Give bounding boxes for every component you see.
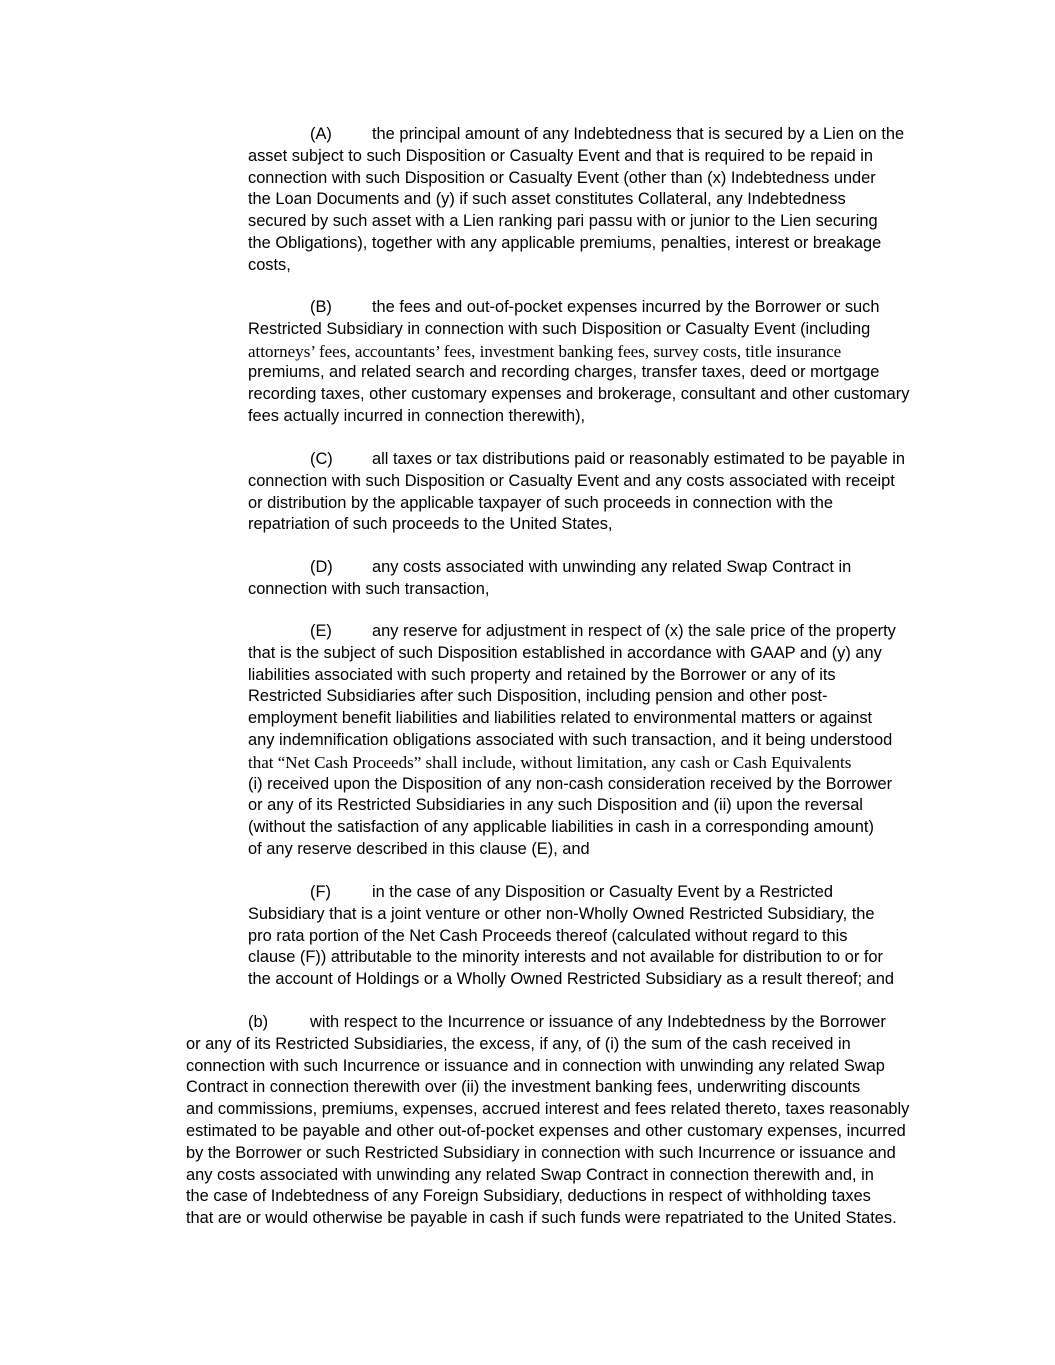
clause-label: (E) xyxy=(310,622,332,640)
clause-line: liabilities associated with such property and retained by the Borrower or any of its xyxy=(248,665,836,684)
clause-f xyxy=(248,882,938,991)
clause-b-lower xyxy=(186,1012,938,1230)
clause-line: secured by such asset with a Lien ranking pari passu with or junior to the Lien securing xyxy=(248,212,878,231)
clause-label: (D) xyxy=(310,558,333,576)
clause-line: connection with such transaction, xyxy=(248,579,490,598)
clause-line: connection with such Incurrence or issuance and in connection with unwinding any related Swap xyxy=(186,1056,885,1075)
clause-label: (B) xyxy=(310,298,332,316)
clause-d xyxy=(248,557,938,601)
clause-c xyxy=(248,449,938,536)
clause-line: connection with such Disposition or Casualty Event and any costs associated with receipt xyxy=(248,471,895,490)
clause-label: (F) xyxy=(310,883,331,901)
clause-line: clause (F)) attributable to the minority interests and not available for distribution to or for xyxy=(248,948,883,967)
clause-line: any indemnification obligations associated with such transaction, and it being understood xyxy=(248,730,893,749)
clause-line: that “Net Cash Proceeds” shall include, without limitation, any cash or Cash Equivalents xyxy=(248,752,852,772)
clause-line: repatriation of such proceeds to the United States, xyxy=(248,515,613,534)
clause-text: any costs associated with unwinding any related Swap Contract in xyxy=(372,558,852,576)
clause-line: or any of its Restricted Subsidiaries in any such Disposition and (ii) upon the reversal xyxy=(248,796,863,815)
clause-line: the Loan Documents and (y) if such asset constitutes Collateral, any Indebtedness xyxy=(248,190,846,209)
clause-line: and commissions, premiums, expenses, accrued interest and fees related thereto, taxes reasonably xyxy=(186,1100,910,1119)
clause-line: connection with such Disposition or Casualty Event (other than (x) Indebtedness under xyxy=(248,168,876,187)
clause-line: premiums, and related search and recording charges, transfer taxes, deed or mortgage xyxy=(248,363,880,382)
clause-line: the account of Holdings or a Wholly Owned Restricted Subsidiary as a result thereof; and xyxy=(248,970,894,989)
clause-line: Contract in connection therewith over (ii) the investment banking fees, underwriting discounts xyxy=(186,1078,861,1097)
clause-line: any costs associated with unwinding any related Swap Contract in connection therewith and, in xyxy=(186,1165,874,1184)
clause-text: with respect to the Incurrence or issuance of any Indebtedness by the Borrower xyxy=(310,1013,886,1031)
clause-line: by the Borrower or such Restricted Subsidiary in connection with such Incurrence or issuance and xyxy=(186,1143,896,1162)
clause-line: employment benefit liabilities and liabilities related to environmental matters or against xyxy=(248,709,873,728)
clause-line: Restricted Subsidiary in connection with such Disposition or Casualty Event (including xyxy=(248,319,871,338)
clause-line: that are or would otherwise be payable in cash if such funds were repatriated to the United States. xyxy=(186,1209,897,1228)
clause-line: or any of its Restricted Subsidiaries, the excess, if any, of (i) the sum of the cash received in xyxy=(186,1034,851,1053)
clause-line: (without the satisfaction of any applicable liabilities in cash in a corresponding amount) xyxy=(248,818,874,837)
clause-line: attorneys’ fees, accountants’ fees, investment banking fees, survey costs, title insurance xyxy=(248,341,842,361)
clause-line: of any reserve described in this clause (E), and xyxy=(248,839,590,858)
clause-line: or distribution by the applicable taxpayer of such proceeds in connection with the xyxy=(248,493,833,512)
clause-line: asset subject to such Disposition or Casualty Event and that is required to be repaid in xyxy=(248,146,874,165)
clause-b xyxy=(248,297,938,428)
clause-line: Subsidiary that is a joint venture or other non-Wholly Owned Restricted Subsidiary, the xyxy=(248,904,875,923)
clause-line: (i) received upon the Disposition of any non-cash consideration received by the Borrower xyxy=(248,774,893,793)
clause-line: the case of Indebtedness of any Foreign Subsidiary, deductions in respect of withholding taxes xyxy=(186,1187,871,1206)
clause-text: all taxes or tax distributions paid or reasonably estimated to be payable in xyxy=(372,450,905,468)
clause-line: costs, xyxy=(248,255,291,274)
clause-text: the fees and out-of-pocket expenses incurred by the Borrower or such xyxy=(372,298,880,316)
clause-label: (b) xyxy=(248,1013,269,1031)
clause-label: (C) xyxy=(310,450,333,468)
clause-e xyxy=(248,621,938,861)
clause-line: estimated to be payable and other out-of-pocket expenses and other customary expenses, incurred xyxy=(186,1121,906,1140)
clause-text: any reserve for adjustment in respect of (x) the sale price of the property xyxy=(372,622,896,640)
clause-line: recording taxes, other customary expenses and brokerage, consultant and other customary xyxy=(248,385,910,404)
clause-text: the principal amount of any Indebtedness that is secured by a Lien on the xyxy=(372,125,905,143)
clause-line: Restricted Subsidiaries after such Disposition, including pension and other post- xyxy=(248,687,828,706)
clause-label: (A) xyxy=(310,125,332,143)
clause-line: pro rata portion of the Net Cash Proceeds thereof (calculated without regard to this xyxy=(248,926,848,945)
clause-line: fees actually incurred in connection therewith), xyxy=(248,406,586,425)
clause-a xyxy=(248,124,938,277)
clause-line: the Obligations), together with any applicable premiums, penalties, interest or breakage xyxy=(248,233,882,252)
clause-line: that is the subject of such Disposition established in accordance with GAAP and (y) any xyxy=(248,643,882,662)
clause-text: in the case of any Disposition or Casualty Event by a Restricted xyxy=(372,883,833,901)
